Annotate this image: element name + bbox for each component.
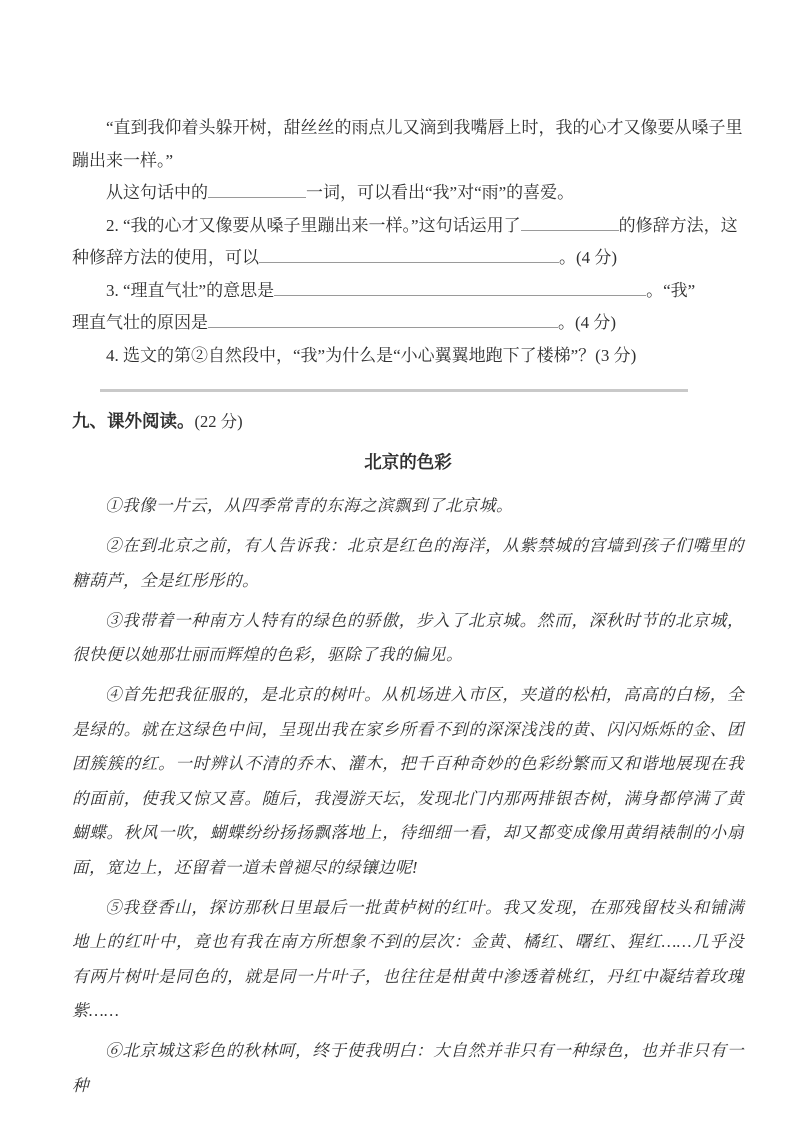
passage-paragraph-3: ③我带着一种南方人特有的绿色的骄傲，步入了北京城。然而，深秋时节的北京城，很快便以她那壮丽而辉煌的色彩，驱除了我的偏见。 <box>72 610 744 664</box>
question-4-line <box>72 340 744 373</box>
section-heading-label: 九、课外阅读。 <box>72 411 195 431</box>
question-text: 一词，可以看出“我”对“雨”的喜爱。 <box>306 183 575 202</box>
section-divider <box>100 389 688 392</box>
section-heading-score: (22 分) <box>194 412 243 431</box>
passage-paragraph-2: ②在到北京之前，有人告诉我：北京是红色的海洋，从紫禁城的宫墙到孩子们嘴里的糖葫芦，全是红彤彤的。 <box>72 536 744 590</box>
reading-passage <box>72 489 744 1103</box>
question-3-line-1 <box>72 275 744 308</box>
question-2-line-2 <box>72 242 744 275</box>
question-score: 。(4 分) <box>559 248 618 267</box>
question-3-line-2 <box>72 307 744 340</box>
reading-questions-block <box>72 112 744 372</box>
question-text: 种修辞方法的使用，可以 <box>72 248 259 267</box>
question-text: 2. “我的心才又像要从嗓子里蹦出来一样。”这句话运用了 <box>106 215 521 235</box>
answer-blank <box>274 293 646 296</box>
section-nine-heading <box>72 406 744 437</box>
answer-blank <box>208 325 558 328</box>
quote-text: “直到我仰着头躲开树，甜丝丝的雨点儿又滴到我嘴唇上时，我的心才又像要从嗓子里 <box>106 118 743 137</box>
passage-paragraph-5: ⑤我登香山，探访那秋日里最后一批黄栌树的红叶。我又发现，在那残留枝头和铺满地上的红叶中，竟也有我在南方所想象不到的层次：金黄、橘红、曙红、猩红……几乎没有两片树叶是同色的，就是同一片叶子，也往往是柑黄中渗透着桃红，丹红中凝结着玫瑰紫…… <box>72 897 744 1020</box>
question-text: 从这句话中的 <box>106 183 208 202</box>
answer-blank <box>208 195 306 198</box>
passage-title: 北京的色彩 <box>364 452 452 472</box>
question-2-line-1 <box>72 210 744 243</box>
question-text: 4. 选文的第②自然段中，“我”为什么是“小心翼翼地跑下了楼梯”？(3 分) <box>106 345 637 365</box>
excerpt-quote-line-1 <box>72 112 744 145</box>
question-text: 。“我” <box>646 280 696 300</box>
passage-paragraph-1: ①我像一片云，从四季常青的东海之滨飘到了北京城。 <box>105 496 513 515</box>
question-text: 3. “理直气壮”的意思是 <box>106 280 275 300</box>
question-score: 。(4 分) <box>558 313 617 332</box>
question-text: 理直气壮的原因是 <box>72 313 208 332</box>
answer-blank <box>521 228 619 231</box>
passage-paragraph-6: ⑥北京城这彩色的秋林呵，终于使我明白：大自然并非只有一种绿色，也并非只有一种 <box>72 1041 744 1095</box>
question-text: 的修辞方法，这 <box>618 215 738 235</box>
excerpt-quote-line-2 <box>72 145 744 178</box>
question-1-line <box>72 177 744 210</box>
quote-text: 蹦出来一样。” <box>72 150 174 170</box>
answer-blank <box>259 260 559 263</box>
passage-paragraph-4: ④首先把我征服的，是北京的树叶。从机场进入市区，夹道的松柏，高高的白杨，全是绿的。就在这绿色中间，呈现出我在家乡所看不到的深深浅浅的黄、闪闪烁烁的金、团团簇簇的红。一时辨认不清的乔木、灌木，把千百种奇妙的色彩纷繁而又和谐地展现在我的面前，使我又惊又喜。随后，我漫游天坛，发现北门内那两排银杏树，满身都停满了黄蝴蝶。秋风一吹，蝴蝶纷纷扬扬飘落地上，待细细一看，却又都变成像用黄绢裱制的小扇面，宽边上，还留着一道未曾褪尽的绿镶边呢! <box>72 685 744 877</box>
